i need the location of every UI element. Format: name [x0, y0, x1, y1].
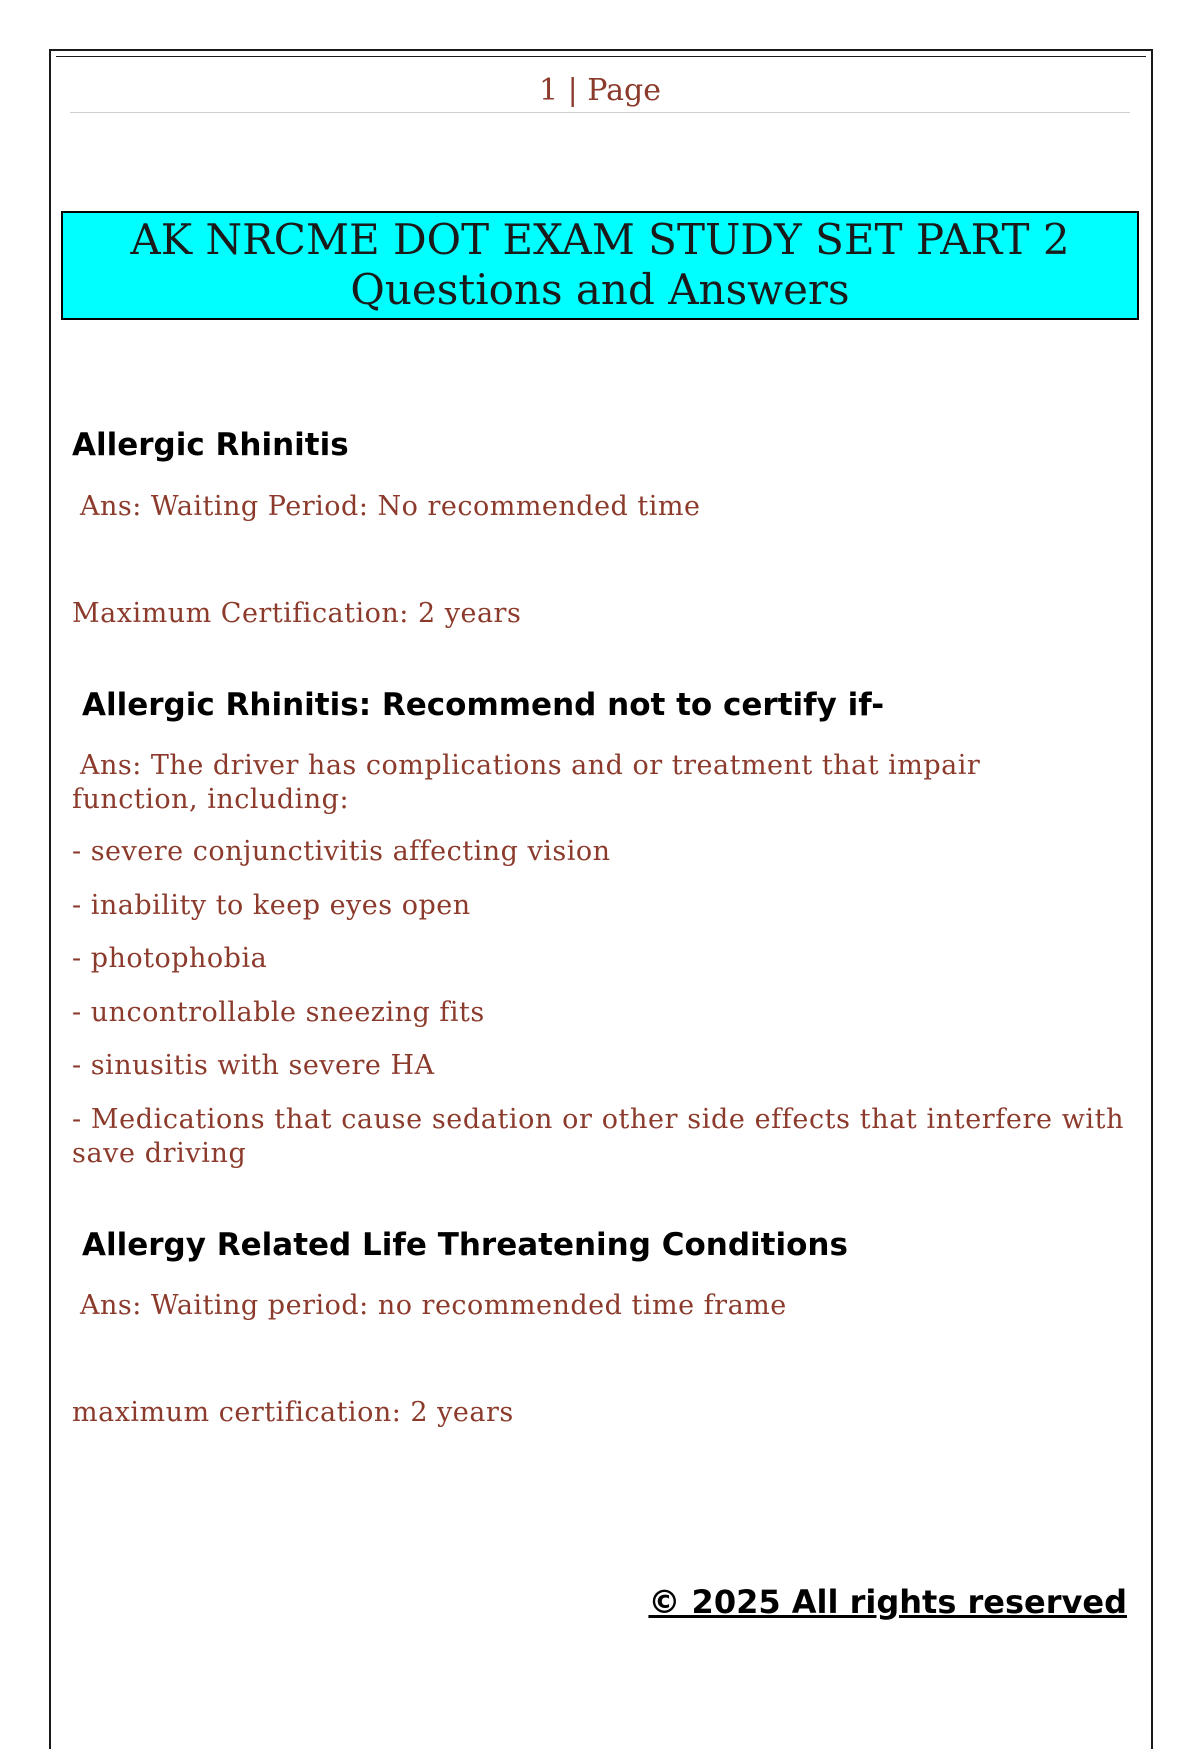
copyright-notice: © 2025 All rights reserved [648, 1583, 1127, 1621]
page-number-header: 1 | Page [539, 73, 661, 108]
answer-text: Ans: The driver has complications and or treatment that impair function, including: [72, 750, 981, 815]
header-divider [70, 112, 1130, 113]
answer-list-item: - sinusitis with severe HA [72, 1050, 435, 1081]
answer-list-item: - severe conjunctivitis affecting vision [72, 836, 611, 867]
question-heading: Allergic Rhinitis [72, 427, 349, 463]
document-subtitle: Questions and Answers [350, 265, 850, 314]
document-title-banner [61, 211, 1139, 320]
answer-list-item: - photophobia [72, 943, 268, 974]
answer-text: Ans: Waiting Period: No recommended time [80, 491, 701, 522]
answer-list-item: - inability to keep eyes open [72, 890, 471, 921]
answer-text: Ans: Waiting period: no recommended time frame [80, 1290, 787, 1321]
question-heading: Allergic Rhinitis: Recommend not to certify if- [82, 687, 885, 723]
answer-list-item: - uncontrollable sneezing fits [72, 997, 485, 1028]
answer-extra: Maximum Certification: 2 years [72, 598, 522, 629]
question-heading: Allergy Related Life Threatening Conditions [82, 1227, 848, 1263]
answer-extra: maximum certification: 2 years [72, 1397, 514, 1428]
document-title: AK NRCME DOT EXAM STUDY SET PART 2 [130, 215, 1070, 264]
answer-list-item: - Medications that cause sedation or other side effects that interfere with save driving [72, 1104, 1125, 1169]
